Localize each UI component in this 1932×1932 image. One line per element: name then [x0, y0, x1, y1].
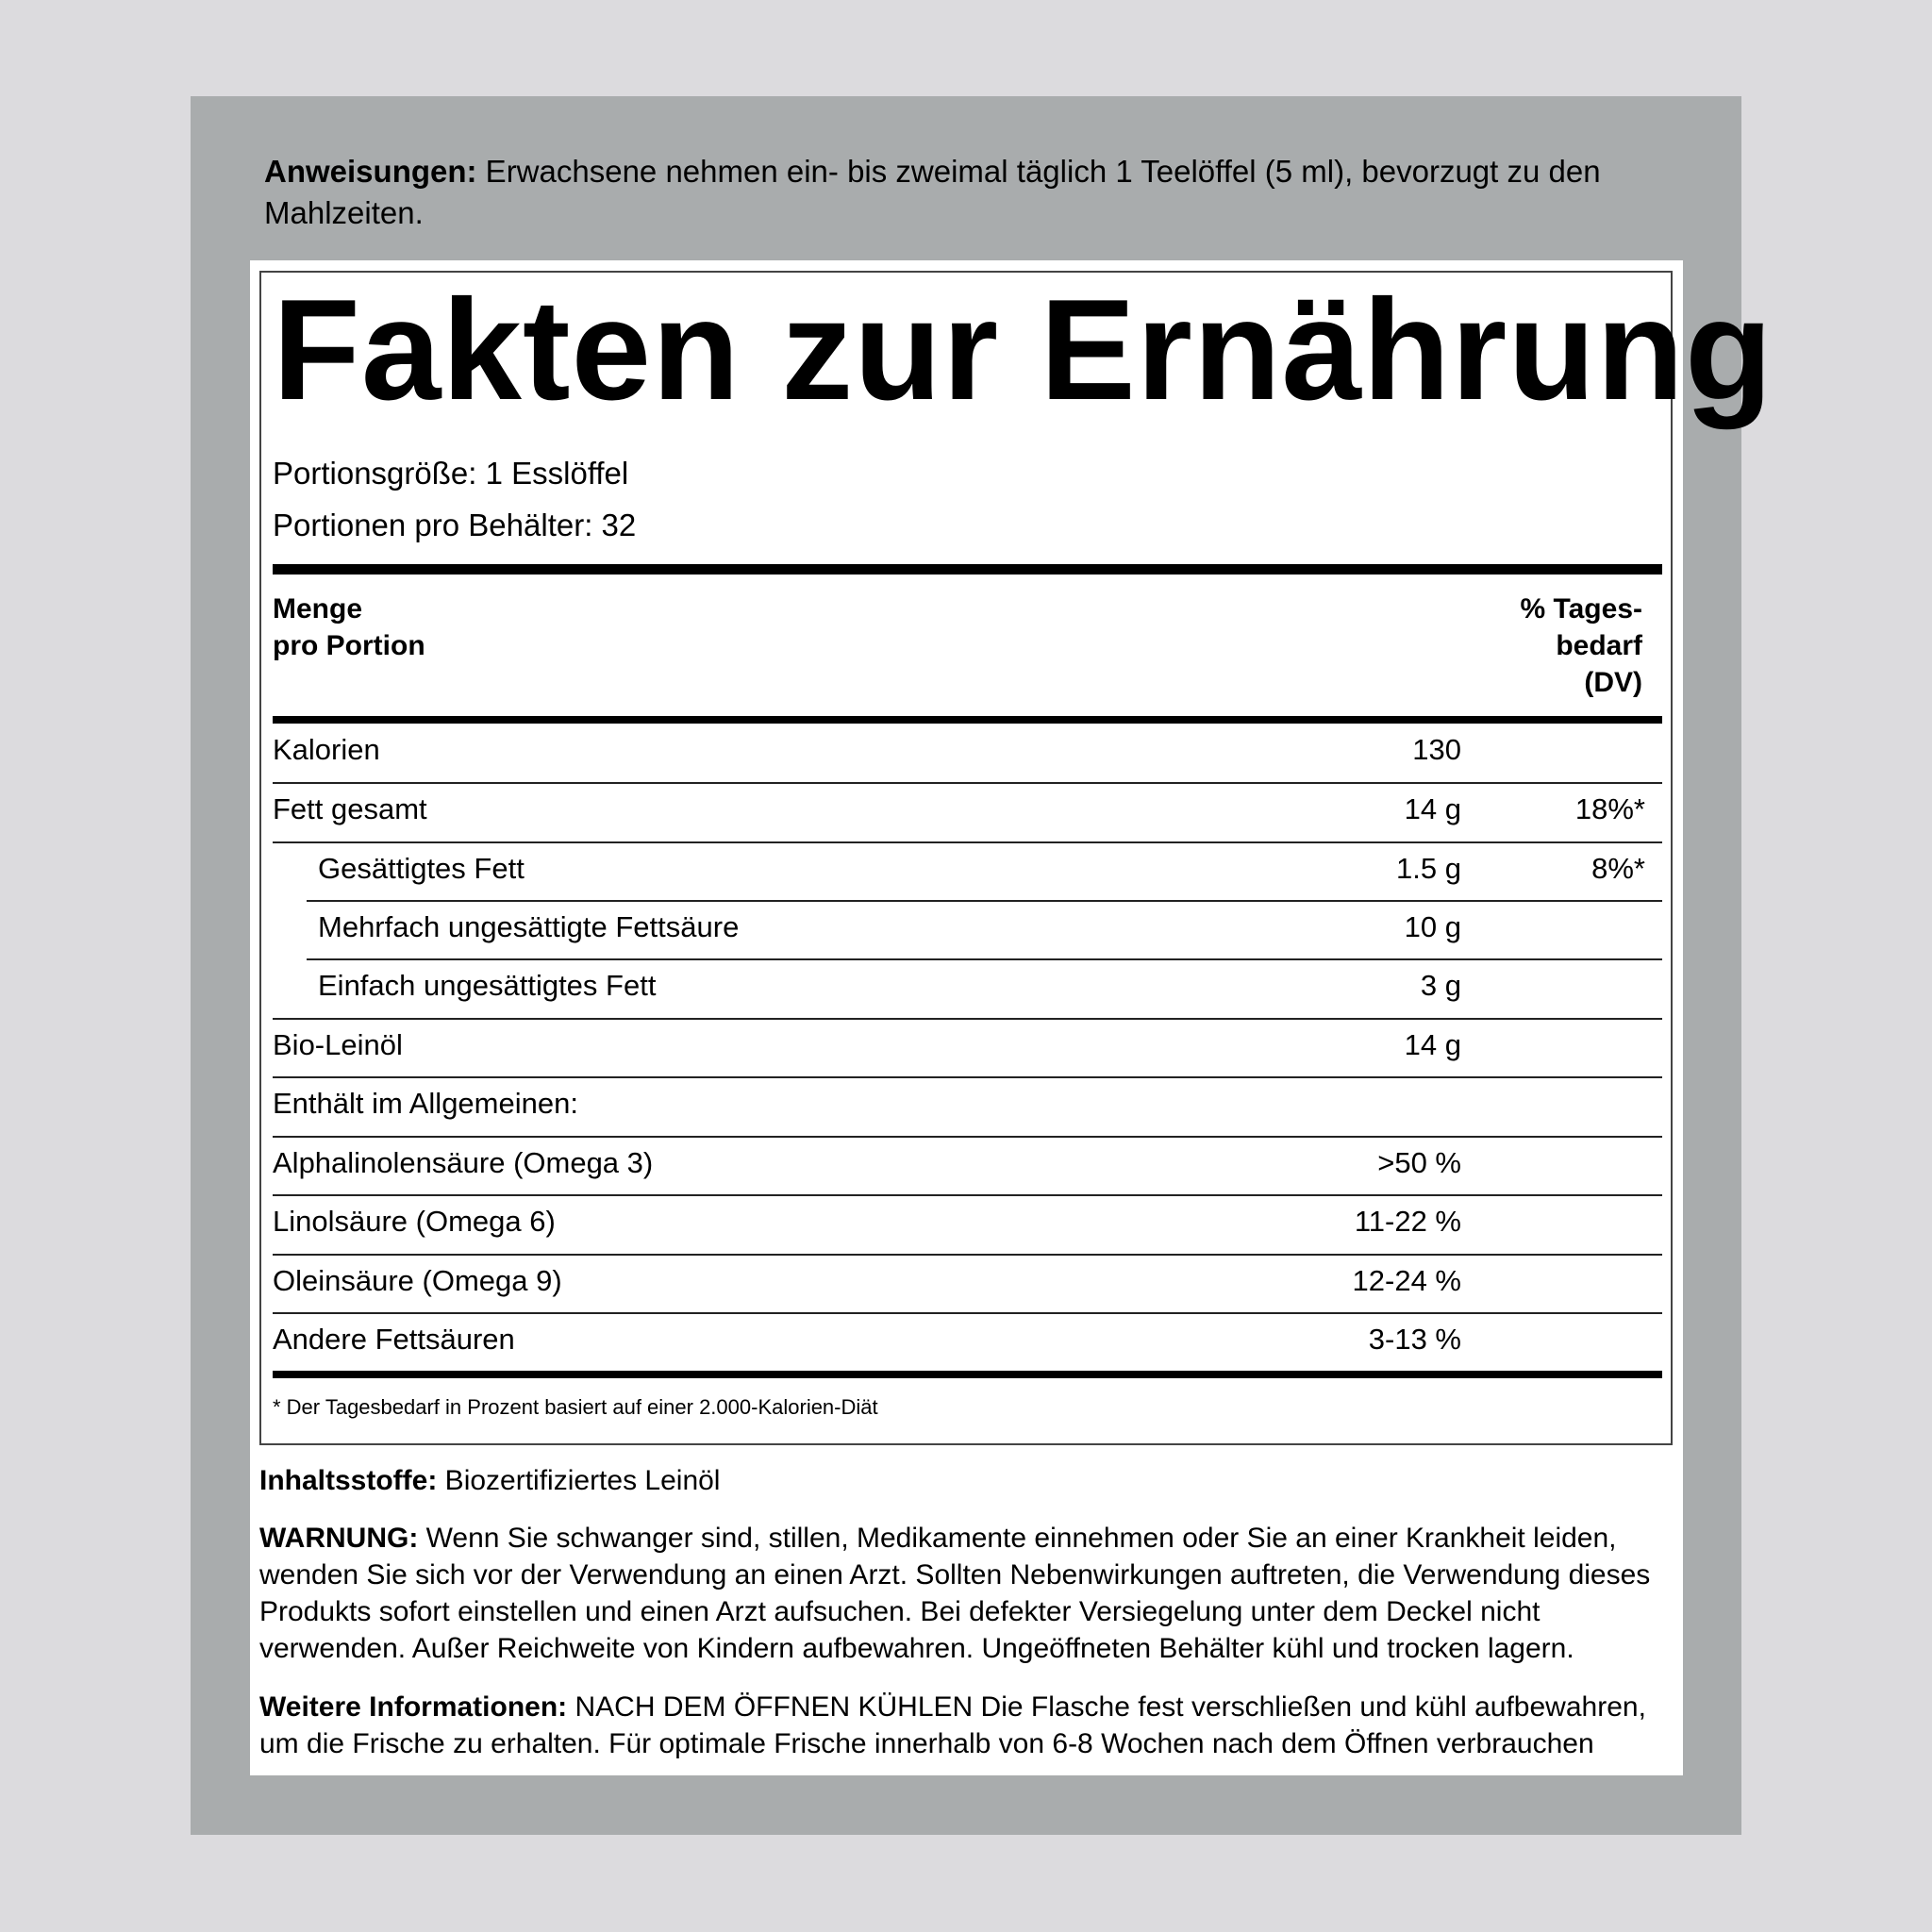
header-right-line1: % Tages-: [1520, 593, 1642, 625]
table-row: [273, 959, 1662, 1018]
serving-size: Portionsgröße: 1 Esslöffel: [273, 456, 629, 491]
amount-per-serving-header: [273, 591, 425, 664]
daily-value-header: [1521, 591, 1642, 701]
daily-value-footnote: * Der Tagesbedarf in Prozent basiert auf einer 2.000-Kalorien-Diät: [273, 1395, 878, 1419]
table-row: [273, 1313, 1662, 1372]
table-row: [273, 724, 1662, 782]
warning-label: WARNUNG:: [259, 1523, 419, 1554]
table-row: [273, 842, 1662, 901]
ingredients-text: [259, 1462, 1674, 1499]
row-dv: 18%*: [1574, 792, 1645, 825]
row-amount: 3-13 %: [1368, 1323, 1461, 1356]
nutrition-facts-box: [259, 270, 1774, 1445]
directions-label: Anweisungen:: [264, 154, 477, 189]
table-row: [273, 1255, 1662, 1313]
row-amount: 3 g: [1420, 969, 1461, 1002]
warning-text: [259, 1520, 1674, 1667]
row-name: Bio-Leinöl: [273, 1028, 403, 1061]
row-amount: 14 g: [1404, 1028, 1461, 1061]
header-left-line1: Menge: [273, 593, 363, 625]
row-name: Alphalinolensäure (Omega 3): [273, 1146, 654, 1179]
row-amount: >50 %: [1377, 1146, 1461, 1179]
thick-divider-header: [273, 716, 1662, 724]
row-name: Fett gesamt: [273, 792, 427, 825]
table-row: [273, 1137, 1662, 1195]
ingredients-body: Biozertifiziertes Leinöl: [437, 1465, 721, 1496]
row-name: Oleinsäure (Omega 9): [273, 1264, 562, 1297]
table-row: [273, 1195, 1662, 1254]
directions-body: Erwachsene nehmen ein- bis zweimal täglich 1 Teelöffel (5 ml), bevorzugt zu den Mahlzeiten.: [264, 154, 1601, 230]
row-amount: 1.5 g: [1396, 852, 1461, 885]
row-name: Andere Fettsäuren: [273, 1323, 515, 1356]
table-row: [273, 901, 1662, 959]
more-info-text: [259, 1689, 1674, 1762]
row-name: Enthält im Allgemeinen:: [273, 1087, 578, 1120]
servings-per-container: Portionen pro Behälter: 32: [273, 508, 637, 542]
facts-title: Fakten zur Ernährung: [273, 270, 1774, 430]
row-dv: 8%*: [1591, 852, 1645, 885]
table-row: [273, 1019, 1662, 1077]
more-info-label: Weitere Informationen:: [259, 1691, 568, 1723]
thick-divider-bottom: [273, 1371, 1662, 1378]
row-amount: 12-24 %: [1352, 1264, 1461, 1297]
header-left-line2: pro Portion: [273, 630, 425, 661]
row-amount: 11-22 %: [1354, 1205, 1461, 1238]
row-amount: 14 g: [1404, 792, 1461, 825]
warning-body: Wenn Sie schwanger sind, stillen, Medikamente einnehmen oder Sie an einer Krankheit leiden, wenden Sie sich vor der Verwendung an einen Arzt. Sollten Nebenwirkungen auftreten, die Verwendung dieses Produkts sofort einstellen und einen Arzt aufsuchen. Bei defekter Versiegelung unter dem Deckel nicht verwenden. Außer Reichweite von Kindern aufbewahren. Ungeöffneten Behälter kühl und trocken lagern.: [259, 1523, 1651, 1664]
ingredients-label: Inhaltsstoffe:: [259, 1465, 438, 1496]
more-info-body: NACH DEM ÖFFNEN KÜHLEN Die Flasche fest verschließen und kühl aufbewahren, um die Frische zu erhalten. Für optimale Frische innerhalb von 6-8 Wochen nach dem Öffnen verbrauchen: [259, 1691, 1646, 1759]
row-name: Gesättigtes Fett: [318, 852, 525, 885]
table-row: [273, 783, 1662, 841]
row-amount: 130: [1412, 733, 1461, 766]
thick-divider-top: [273, 564, 1662, 575]
row-amount: 10 g: [1404, 910, 1461, 943]
directions-text: [264, 151, 1623, 234]
table-row: [273, 1077, 1662, 1136]
header-right-line2: bedarf: [1556, 630, 1642, 661]
row-name: Linolsäure (Omega 6): [273, 1205, 556, 1238]
row-name: Einfach ungesättigtes Fett: [318, 969, 657, 1002]
row-name: Kalorien: [273, 733, 380, 766]
row-name: Mehrfach ungesättigte Fettsäure: [318, 910, 740, 943]
header-right-line3: (DV): [1584, 667, 1642, 698]
